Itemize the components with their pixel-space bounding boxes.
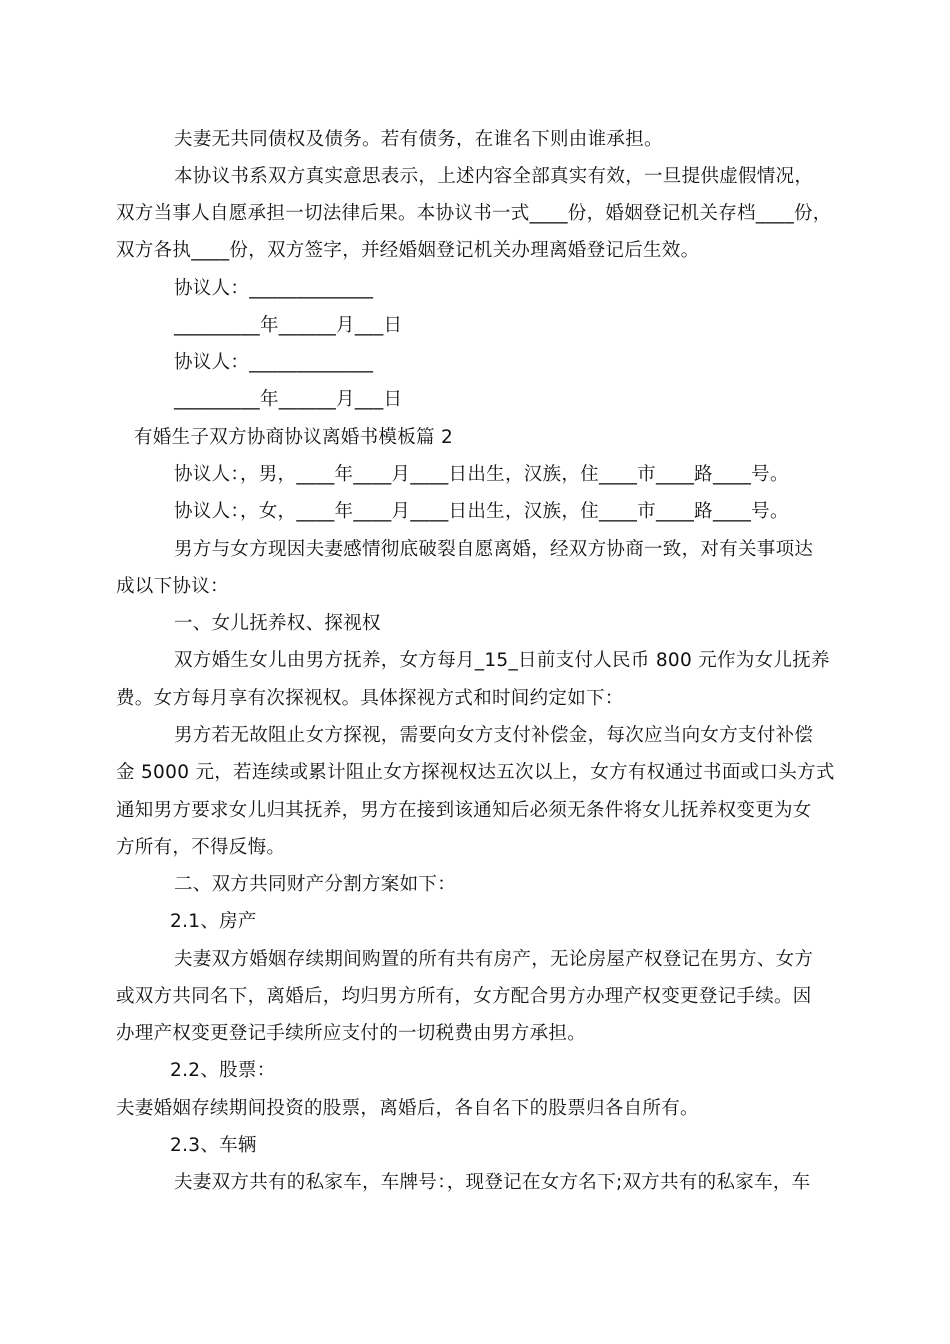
paragraph-visitation-line-2: 金 5000 元，若连续或累计阻止女方探视权达五次以上，女方有权通过书面或口头方式 — [116, 762, 835, 783]
paragraph-visitation-line-1: 男方若无故阻止女方探视，需要向女方支付补偿金，每次应当向女方支付补偿 — [174, 725, 814, 746]
subheading-vehicles: 2.3、车辆 — [170, 1135, 257, 1156]
subheading-stocks: 2.2、股票： — [170, 1060, 276, 1081]
heading-custody: 一、女儿抚养权、探视权 — [174, 613, 381, 634]
paragraph-agreement-line-1: 本协议书系双方真实意思表示，上述内容全部真实有效，一旦提供虚假情况， — [174, 166, 814, 187]
party-male: 协议人：，男，____年____月____日出生，汉族，住____市____路____号。 — [174, 464, 789, 485]
date-line-1: _________年______月___日 — [174, 315, 403, 336]
paragraph-visitation-line-4: 方所有，不得反悔。 — [116, 837, 286, 858]
paragraph-agreement-line-2: 双方当事人自愿承担一切法律后果。本协议书一式____份，婚姻登记机关存档____份， — [116, 203, 832, 224]
party-female: 协议人：，女，____年____月____日出生，汉族，住____市____路____号。 — [174, 501, 789, 522]
section-heading: 有婚生子双方协商协议离婚书模板篇 2 — [134, 427, 454, 448]
paragraph-intro-line-2: 成以下协议： — [116, 576, 229, 597]
paragraph-stocks: 夫妻婚姻存续期间投资的股票，离婚后，各自名下的股票归各自所有。 — [116, 1098, 699, 1119]
signatory-line-2: 协议人：_____________ — [174, 352, 374, 373]
signatory-line-1: 协议人：_____________ — [174, 278, 374, 299]
paragraph-agreement-line-3: 双方各执____份，双方签字，并经婚姻登记机关办理离婚登记后生效。 — [116, 240, 700, 261]
paragraph-real-estate-line-3: 办理产权变更登记手续所应支付的一切税费由男方承担。 — [116, 1023, 587, 1044]
paragraph-real-estate-line-2: 或双方共同名下，离婚后，均归男方所有，女方配合男方办理产权变更登记手续。因 — [116, 986, 812, 1007]
heading-property: 二、双方共同财产分割方案如下： — [174, 874, 457, 895]
paragraph-custody-line-2: 费。女方每月享有次探视权。具体探视方式和时间约定如下： — [116, 688, 624, 709]
subheading-real-estate: 2.1、房产 — [170, 911, 257, 932]
paragraph-debt: 夫妻无共同债权及债务。若有债务，在谁名下则由谁承担。 — [174, 129, 663, 150]
paragraph-intro-line-1: 男方与女方现因夫妻感情彻底破裂自愿离婚，经双方协商一致，对有关事项达 — [174, 539, 814, 560]
paragraph-real-estate-line-1: 夫妻双方婚姻存续期间购置的所有共有房产，无论房屋产权登记在男方、女方 — [174, 949, 814, 970]
paragraph-visitation-line-3: 通知男方要求女儿归其抚养，男方在接到该通知后必须无条件将女儿抚养权变更为女 — [116, 800, 812, 821]
paragraph-custody-line-1: 双方婚生女儿由男方抚养，女方每月_15_日前支付人民币 800 元作为女儿抚养 — [174, 650, 830, 671]
date-line-2: _________年______月___日 — [174, 389, 403, 410]
paragraph-vehicles-line-1: 夫妻双方共有的私家车，车牌号：，现登记在女方名下;双方共有的私家车，车 — [174, 1172, 811, 1193]
